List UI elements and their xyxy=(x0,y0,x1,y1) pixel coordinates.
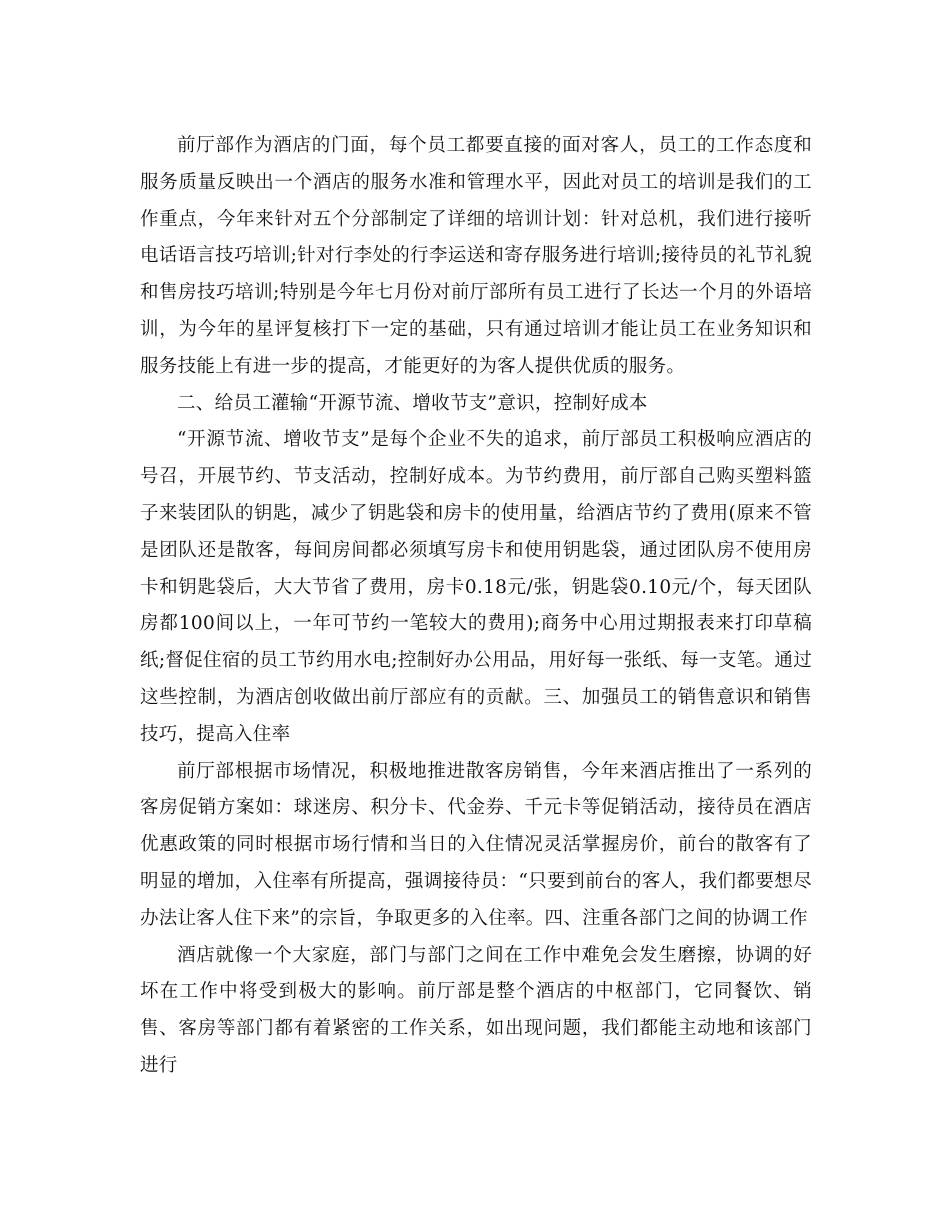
paragraph-cost-control: “开源节流、增收节支”是每个企业不失的追求，前厅部员工积极响应酒店的号召，开展节约、节支活动，控制好成本。为节约费用，前厅部自己购买塑料篮子来装团队的钥匙，减少了钥匙袋和房卡的使用量，给酒店节约了费用(原来不管是团队还是散客，每间房间都必须填写房卡和使用钥匙袋，通过团队房不使用房卡和钥匙袋后，大大节省了费用，房卡0.18元/张，钥匙袋0.10元/个，每天团队房都100间以上，一年可节约一笔较大的费用);商务中心用过期报表来打印草稿纸;督促住宿的员工节约用水电;控制好办公用品，用好每一张纸、每一支笔。通过这些控制，为酒店创收做出前厅部应有的贡献。三、加强员工的销售意识和销售技巧，提高入住率 xyxy=(140,429,812,745)
section-heading-cost-control: 二、给员工灌输“开源节流、增收节支”意识，控制好成本 xyxy=(177,392,648,414)
document-body xyxy=(140,128,812,1085)
paragraph-coordination: 酒店就像一个大家庭，部门与部门之间在工作中难免会发生磨擦，协调的好坏在工作中将受到极大的影响。前厅部是整个酒店的中枢部门，它同餐饮、销售、客房等部门都有着紧密的工作关系，如出现问题，我们都能主动地和该部门进行 xyxy=(140,944,812,1076)
paragraph-sales: 前厅部根据市场情况，积极地推进散客房销售，今年来酒店推出了一系列的客房促销方案如：球迷房、积分卡、代金券、千元卡等促销活动，接待员在酒店优惠政策的同时根据市场行情和当日的入住情况灵活掌握房价，前台的散客有了明显的增加，入住率有所提高，强调接待员：“只要到前台的客人，我们都要想尽办法让客人住下来”的宗旨，争取更多的入住率。四、注重各部门之间的协调工作 xyxy=(140,760,812,929)
paragraph-training: 前厅部作为酒店的门面，每个员工都要直接的面对客人，员工的工作态度和服务质量反映出一个酒店的服务水准和管理水平，因此对员工的培训是我们的工作重点，今年来针对五个分部制定了详细的培训计划：针对总机，我们进行接听电话语言技巧培训;针对行李处的行李运送和寄存服务进行培训;接待员的礼节礼貌和售房技巧培训;特别是今年七月份对前厅部所有员工进行了长达一个月的外语培训，为今年的星评复核打下一定的基础，只有通过培训才能让员工在业务知识和服务技能上有进一步的提高，才能更好的为客人提供优质的服务。 xyxy=(140,135,812,377)
